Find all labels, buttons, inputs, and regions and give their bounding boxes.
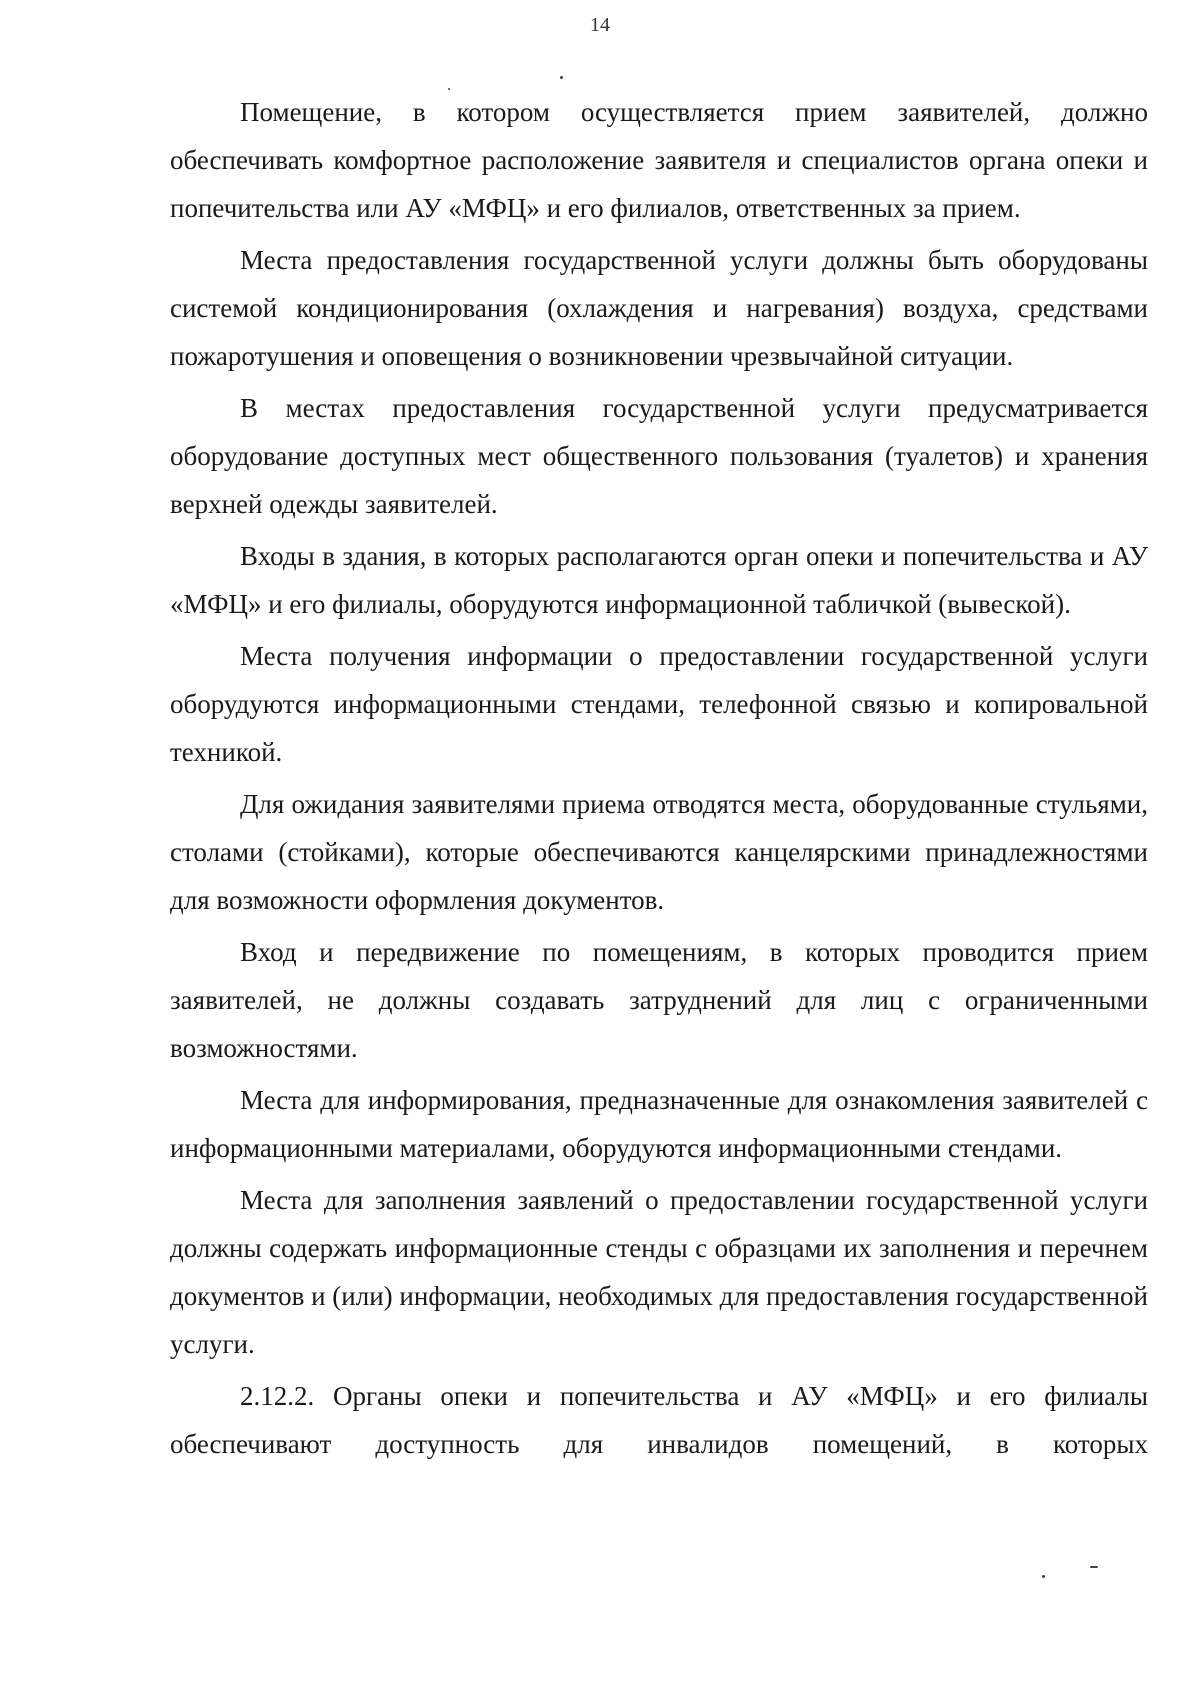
paragraph-entrances: Входы в здания, в которых располагаются орган опеки и попечительства и АУ «МФЦ» и его филиалы, оборудуются информационной табличкой (вывеской). — [170, 541, 1148, 619]
paragraph-accessibility-movement: Вход и передвижение по помещениям, в которых проводится прием заявителей, не должны создавать затруднений для лиц с ограниченными возможностями. — [170, 937, 1148, 1063]
paragraph-equipment: Места предоставления государственной услуги должны быть оборудованы системой кондиционирования (охлаждения и нагревания) воздуха, средствами пожаротушения и оповещения о возникновении чрезвычайной ситуации. — [170, 245, 1148, 371]
page-number: 14 — [590, 14, 610, 36]
document-body — [170, 88, 1148, 1468]
paragraph-premises: Помещение, в котором осуществляется прием заявителей, должно обеспечивать комфортное расположение заявителя и специалистов органа опеки и попечительства или АУ «МФЦ» и его филиалов, ответственных за прием. — [170, 97, 1148, 223]
paragraph-public-facilities: В местах предоставления государственной услуги предусматривается оборудование доступных мест общественного пользования (туалетов) и хранения верхней одежды заявителей. — [170, 393, 1148, 519]
paragraph-application-filling: Места для заполнения заявлений о предоставлении государственной услуги должны содержать информационные стенды с образцами их заполнения и перечнем документов и (или) информации, необходимых для предоставления государственной услуги. — [170, 1185, 1148, 1359]
scan-speck — [448, 88, 450, 90]
scan-speck — [1090, 1566, 1098, 1568]
paragraph-information-places: Места получения информации о предоставлении государственной услуги оборудуются информационными стендами, телефонной связью и копировальной техникой. — [170, 641, 1148, 767]
paragraph-section-2-12-2: 2.12.2. Органы опеки и попечительства и АУ «МФЦ» и его филиалы обеспечивают доступность для инвалидов помещений, в которых — [170, 1381, 1148, 1459]
scan-speck — [560, 76, 563, 79]
scan-speck — [1042, 1575, 1045, 1578]
paragraph-informing-places: Места для информирования, предназначенные для ознакомления заявителей с информационными материалами, оборудуются информационными стендами. — [170, 1085, 1148, 1163]
paragraph-waiting-places: Для ожидания заявителями приема отводятся места, оборудованные стульями, столами (стойками), которые обеспечиваются канцелярскими принадлежностями для возможности оформления документов. — [170, 789, 1148, 915]
